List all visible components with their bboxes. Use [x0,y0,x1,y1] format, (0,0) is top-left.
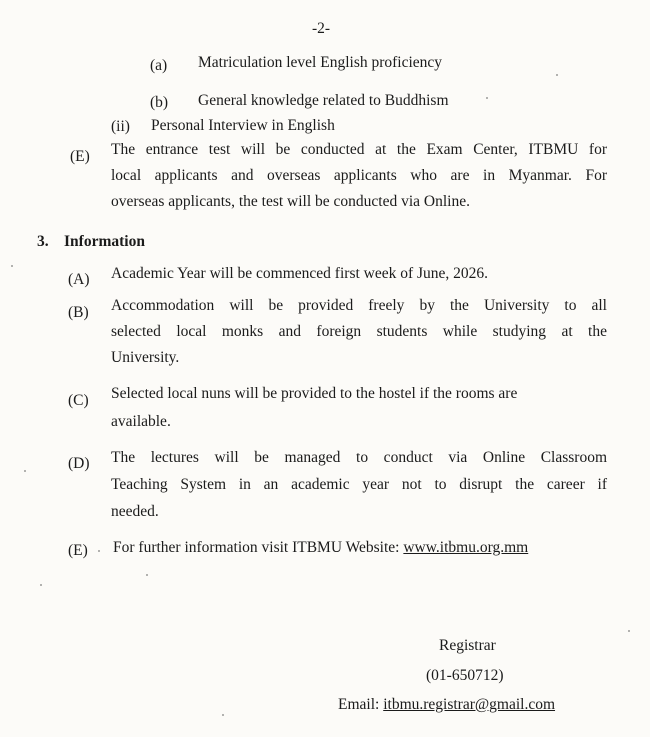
subitem-a-text: Matriculation level English proficiency [198,54,443,71]
section-title: Information [64,233,145,250]
subitem-b-text: General knowledge related to Buddhism [198,92,449,109]
info-e-line [113,539,528,557]
info-b-line-1: Accommodation will be provided freely by the University to all [111,297,607,314]
info-e-text: For further information visit ITBMU Website: [113,539,400,556]
signatory-title: Registrar [439,637,496,654]
registrar-phone: (01-650712) [426,667,504,684]
info-d-line-3: needed. [111,503,159,520]
info-d-line-2: Teaching System in an academic year not to disrupt the career if [111,476,607,493]
info-d-line-1: The lectures will be managed to conduct via Online Classroom [111,449,607,466]
info-d-marker: (D) [68,455,90,472]
info-a-text: Academic Year will be commenced first week of June, 2026. [111,265,489,282]
email-label: Email: [338,696,380,713]
registrar-email-link[interactable]: itbmu.registrar@gmail.com [383,696,556,713]
interview-marker: (ii) [111,118,130,135]
info-e-marker: (E) [68,542,88,559]
scan-speck [146,574,148,576]
info-a-marker: (A) [68,271,90,288]
section-number: 3. [37,233,49,250]
scan-speck [556,74,558,76]
info-b-marker: (B) [68,304,89,321]
registrar-email-line [338,696,555,714]
subitem-a-marker: (a) [150,57,168,74]
exam-center-line-1: The entrance test will be conducted at the Exam Center, ITBMU for [111,141,607,158]
scan-speck [24,470,26,472]
exam-center-line-2: local applicants and overseas applicants who are in Myanmar. For [111,167,607,184]
info-c-line-1: Selected local nuns will be provided to the hostel if the rooms are [111,385,518,402]
website-link[interactable]: www.itbmu.org.mm [403,539,529,556]
scan-speck [628,630,630,632]
exam-center-marker: (E) [70,148,90,165]
scan-speck [40,584,42,586]
interview-text: Personal Interview in English [151,117,335,134]
exam-center-line-3: overseas applicants, the test will be conducted via Online. [111,193,470,210]
scan-speck [98,550,100,552]
subitem-b-marker: (b) [150,94,169,111]
page-number: -2- [312,20,331,37]
info-b-line-2: selected local monks and foreign students while studying at the [111,323,607,340]
info-c-marker: (C) [68,392,89,409]
scan-speck [486,97,488,99]
scan-speck [11,265,13,267]
scan-speck [222,714,224,716]
info-c-line-2: available. [111,413,171,430]
info-b-line-3: University. [111,349,180,366]
